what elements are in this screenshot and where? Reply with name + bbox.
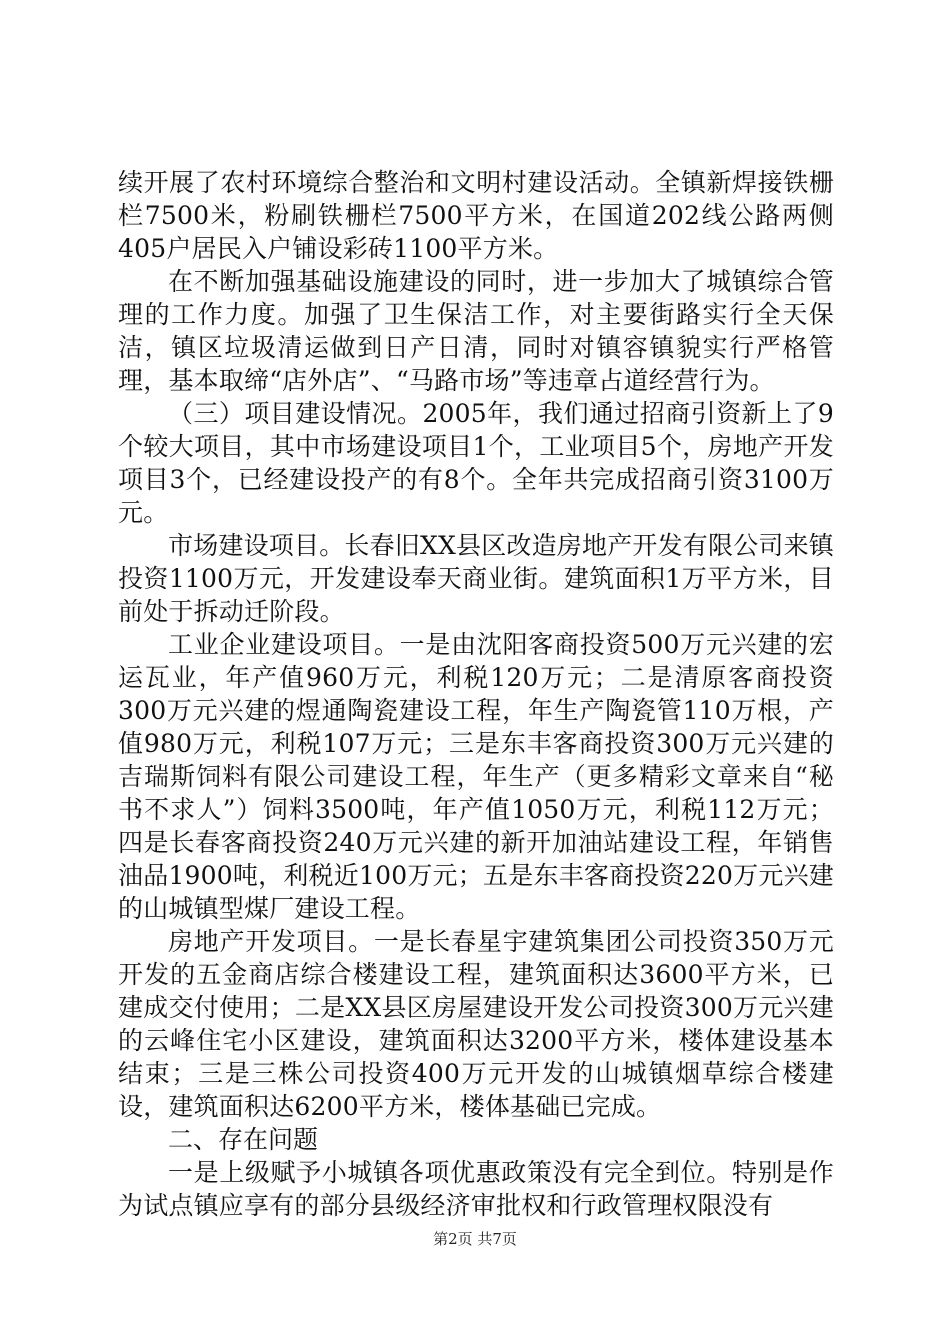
paragraph-industrial-projects: 工业企业建设项目。一是由沈阳客商投资500万元兴建的宏运瓦业，年产值960万元，利税120万元；二是清原客商投资300万元兴建的煜通陶瓷建设工程，年生产陶瓷管110万根，产值980万元，利税107万元；三是东丰客商投资300万元兴建的吉瑞斯饲料有限公司建设工程，年生产（更多精彩文章来自“秘书不求人”）饲料3500吨，年产值1050万元，利税112万元；四是长春客商投资240万元兴建的新开加油站建设工程，年销售油品1900吨，利税近100万元；五是东丰客商投资220万元兴建的山城镇型煤厂建设工程。	[118, 630, 834, 923]
page-footer: 第2页 共7页	[433, 1230, 517, 1248]
paragraph-continuation: 续开展了农村环境综合整治和文明村建设活动。全镇新焊接铁栅栏7500米，粉刷铁栅栏7500平方米，在国道202线公路两侧405户居民入户铺设彩砖1100平方米。	[118, 168, 834, 263]
section-heading-problems: 二、存在问题	[168, 1125, 319, 1154]
paragraph-real-estate-projects: 房地产开发项目。一是长春星宇建筑集团公司投资350万元开发的五金商店综合楼建设工程，建筑面积达3600平方米，已建成交付使用；二是XX县区房屋建设开发公司投资300万元兴建的云峰住宅小区建设，建筑面积达3200平方米，楼体建设基本结束；三是三株公司投资400万元开发的山城镇烟草综合楼建设，建筑面积达6200平方米，楼体基础已完成。	[118, 927, 834, 1121]
paragraph-market-projects: 市场建设项目。长春旧XX县区改造房地产开发有限公司来镇投资1100万元，开发建设奉天商业街。建筑面积1万平方米，目前处于拆动迁阶段。	[118, 531, 834, 626]
paragraph-problem-one: 一是上级赋予小城镇各项优惠政策没有完全到位。特别是作为试点镇应享有的部分县级经济审批权和行政管理权限没有	[118, 1158, 834, 1220]
paragraph-project-construction: （三）项目建设情况。2005年，我们通过招商引资新上了9个较大项目，其中市场建设项目1个，工业项目5个，房地产开发项目3个，已经建设投产的有8个。全年共完成招商引资3100万元。	[118, 399, 834, 527]
document-body	[118, 166, 834, 1222]
paragraph-town-management: 在不断加强基础设施建设的同时，进一步加大了城镇综合管理的工作力度。加强了卫生保洁工作，对主要街路实行全天保洁，镇区垃圾清运做到日产日清，同时对镇容镇貌实行严格管理，基本取缔“店外店”、“马路市场”等违章占道经营行为。	[118, 267, 834, 395]
